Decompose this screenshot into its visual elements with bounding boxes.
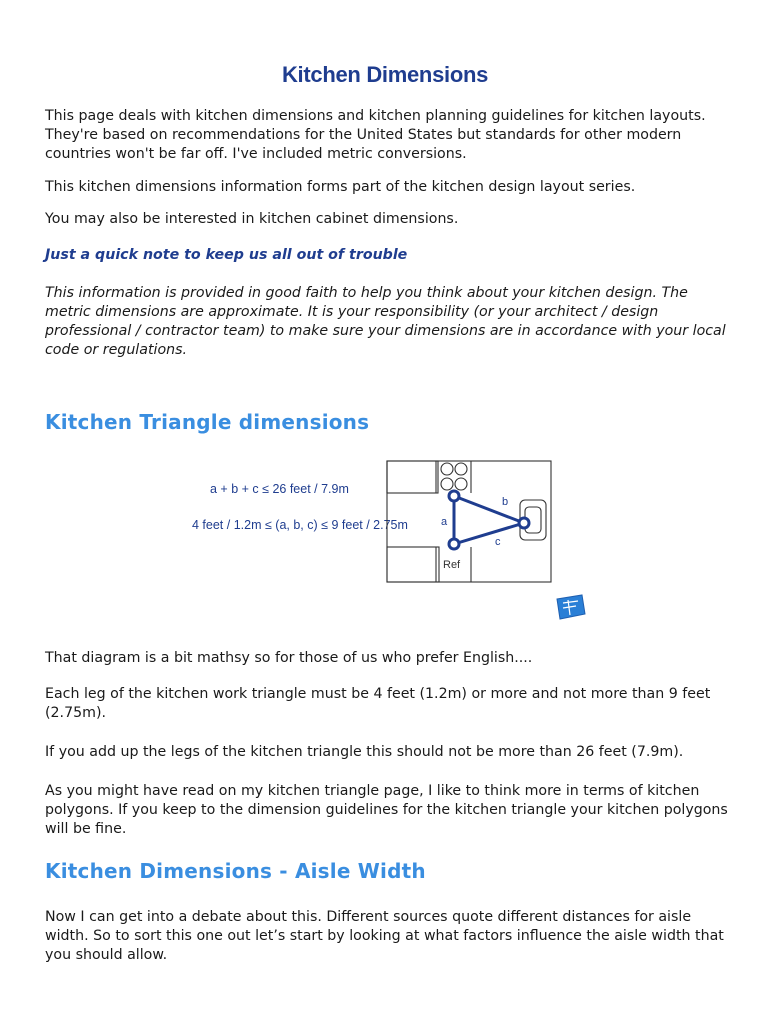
intro-paragraph-2: This kitchen dimensions information forms part of the kitchen design layout series. — [45, 179, 636, 195]
triangle-paragraph-4: As you might have read on my kitchen triangle page, I like to think more in terms of kitchen polygons. If you keep to the dimension guidelines for the kitchen triangle your kitchen polygons will be fine. — [45, 783, 728, 837]
stove-burners — [441, 463, 467, 490]
note-body: This information is provided in good faith to help you think about your kitchen design. The metric dimensions are approximate. It is your responsibility (or your architect / design professional / contractor team) to make sure your dimensions are in accordance with your local code or regulations. — [45, 285, 726, 358]
leg-label-a: a — [441, 516, 448, 528]
page-title: Kitchen Dimensions — [281, 62, 489, 87]
triangle-paragraph-2: Each leg of the kitchen work triangle must be 4 feet (1.2m) or more and not more than 9 feet (2.75m). — [45, 686, 711, 721]
intro-paragraph-3: You may also be interested in kitchen cabinet dimensions. — [45, 211, 459, 227]
section-heading-aisle: Kitchen Dimensions - Aisle Width — [45, 859, 426, 883]
triangle-paragraph-3: If you add up the legs of the kitchen triangle this should not be more than 26 feet (7.9m). — [45, 744, 684, 760]
triangle-paragraph-1: That diagram is a bit mathsy so for those of us who prefer English.... — [45, 650, 533, 666]
aisle-paragraph-1: Now I can get into a debate about this. Different sources quote different distances for aisle width. So to sort this one out let’s start by looking at what factors influence the aisle width that you should allow. — [45, 909, 724, 963]
formula-range: 4 feet / 1.2m ≤ (a, b, c) ≤ 9 feet / 2.75m — [192, 518, 408, 532]
section-heading-triangle: Kitchen Triangle dimensions — [45, 410, 370, 434]
blueprint-icon — [557, 595, 585, 619]
leg-label-c: c — [495, 536, 501, 548]
work-triangle — [449, 491, 529, 549]
fridge-label: Ref — [443, 559, 461, 571]
formula-sum: a + b + c ≤ 26 feet / 7.9m — [210, 482, 349, 496]
leg-label-b: b — [502, 496, 509, 508]
intro-paragraph-1: This page deals with kitchen dimensions and kitchen planning guidelines for kitchen layouts. They're based on recommendations for the United States but standards for other modern countries won't be far off. I've included metric conversions. — [45, 108, 706, 162]
note-heading: Just a quick note to keep us all out of trouble — [45, 247, 408, 263]
kitchen-triangle-diagram — [45, 455, 735, 625]
